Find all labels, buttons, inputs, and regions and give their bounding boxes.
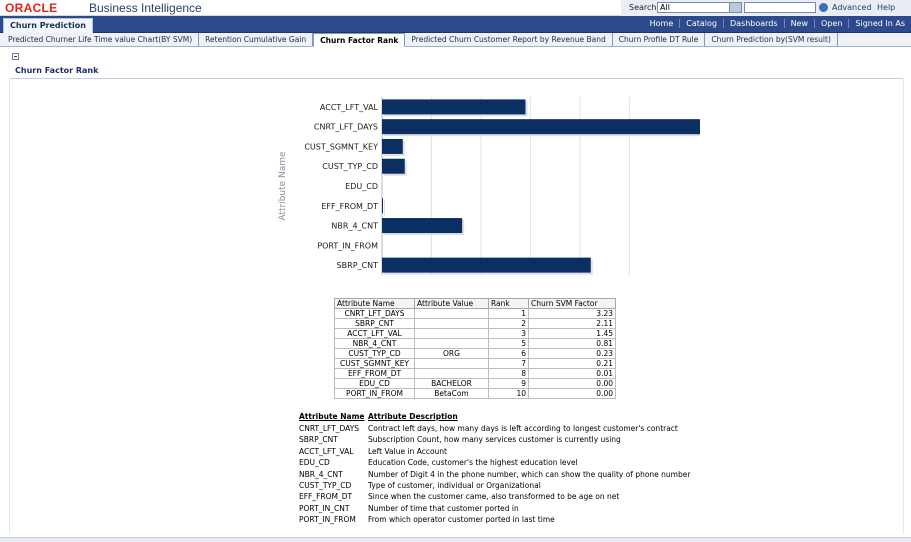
- brand-bar: [0, 0, 911, 16]
- description-attr: ACCT_LFT_VAL: [299, 446, 354, 456]
- category-label: NBR_4_CNT: [331, 221, 378, 231]
- description-row: [299, 503, 690, 514]
- cell-attribute-name: PORT_IN_FROM: [335, 389, 415, 399]
- bar-nbr-4-cnt[interactable]: [382, 218, 462, 233]
- dashboard-bar: [0, 16, 911, 33]
- description-attr: NBR_4_CNT: [299, 469, 343, 479]
- cell-attribute-name: CNRT_LFT_DAYS: [335, 309, 415, 319]
- help-menu[interactable]: Help: [877, 3, 896, 12]
- attribute-description-list: [299, 412, 690, 526]
- description-attr: SBRP_CNT: [299, 435, 338, 445]
- category-label: CUST_SGMNT_KEY: [304, 142, 378, 152]
- frame-border-left: [9, 79, 10, 534]
- category-label: ACCT_LFT_VAL: [319, 102, 378, 112]
- cell-attribute-value: [415, 319, 489, 329]
- cell-factor: 0.00: [529, 389, 616, 399]
- category-label: CUST_TYP_CD: [322, 162, 378, 172]
- description-row: [299, 423, 690, 434]
- description-row: [299, 514, 690, 525]
- cell-attribute-name: ACCT_LFT_VAL: [335, 329, 415, 339]
- cell-factor: 3.23: [529, 309, 616, 319]
- description-header: [299, 412, 690, 423]
- category-label: CNRT_LFT_DAYS: [313, 122, 378, 132]
- table-row: [335, 369, 616, 379]
- category-label: SBRP_CNT: [336, 261, 378, 271]
- table-row: [335, 349, 616, 359]
- col-churn-svm-factor[interactable]: Churn SVM Factor: [529, 299, 616, 309]
- cell-attribute-name: EDU_CD: [335, 379, 415, 389]
- cell-attribute-value: [415, 329, 489, 339]
- category-label: EFF_FROM_DT: [321, 201, 378, 211]
- cell-rank: 1: [489, 309, 529, 319]
- status-strip: [0, 537, 911, 542]
- description-text: Number of time that customer ported in: [368, 503, 519, 513]
- tab-lifetime-value[interactable]: Predicted Churner Life Time value Chart(BY SVM): [2, 33, 199, 46]
- collapse-section-icon[interactable]: [12, 53, 19, 60]
- cell-attribute-value: [415, 369, 489, 379]
- cell-factor: 0.81: [529, 339, 616, 349]
- oracle-logo: ORACLE: [5, 1, 58, 15]
- description-row: [299, 446, 690, 457]
- cell-attribute-value: ORG: [415, 349, 489, 359]
- search-label: Search: [629, 3, 657, 12]
- churn-factor-table: [334, 298, 616, 399]
- description-attr: EFF_FROM_DT: [299, 492, 353, 502]
- col-rank[interactable]: Rank: [489, 299, 529, 309]
- col-attribute-value[interactable]: Attribute Value: [415, 299, 489, 309]
- description-text: Left Value in Account: [368, 446, 447, 456]
- bar-cnrt-lft-days[interactable]: [382, 119, 700, 134]
- search-scope-select[interactable]: [657, 2, 742, 13]
- description-header-name: Attribute Name: [299, 412, 365, 421]
- cell-rank: 2: [489, 319, 529, 329]
- cell-attribute-value: BetaCom: [415, 389, 489, 399]
- section-divider: [10, 78, 903, 79]
- bar-eff-from-dt[interactable]: [382, 198, 383, 213]
- cell-factor: 0.21: [529, 359, 616, 369]
- cell-rank: 8: [489, 369, 529, 379]
- description-row: [299, 457, 690, 468]
- cell-factor: 2.11: [529, 319, 616, 329]
- description-attr: PORT_IN_FROM: [299, 515, 356, 525]
- description-text: Subscription Count, how many services customer is currently using: [368, 435, 621, 445]
- bar-cust-typ-cd[interactable]: [382, 159, 405, 174]
- dashboard-tab[interactable]: Churn Prediction: [3, 18, 93, 33]
- description-text: Number of Digit 4 in the phone number, which can show the quality of phone number: [368, 469, 691, 479]
- description-text: Type of customer, individual or Organizational: [368, 480, 541, 490]
- table-row: [335, 329, 616, 339]
- home-link[interactable]: Home: [649, 19, 674, 28]
- new-menu[interactable]: New: [784, 19, 814, 28]
- global-header: [621, 0, 911, 16]
- tab-churn-prediction-svm[interactable]: Churn Prediction by(SVM result): [705, 33, 838, 46]
- description-row: [299, 480, 690, 491]
- col-attribute-name[interactable]: Attribute Name: [335, 299, 415, 309]
- description-row: [299, 491, 690, 502]
- chart-category-labels: [304, 103, 378, 270]
- description-attr: CUST_TYP_CD: [299, 480, 352, 490]
- chart-bars: [382, 99, 700, 274]
- catalog-link[interactable]: Catalog: [679, 19, 723, 28]
- description-header-desc: Attribute Description: [368, 412, 458, 421]
- tab-churn-profile-dt[interactable]: Churn Profile DT Rule: [613, 33, 706, 46]
- table-row: [335, 309, 616, 319]
- open-menu[interactable]: Open: [814, 19, 848, 28]
- tab-churn-factor-rank[interactable]: Churn Factor Rank: [313, 33, 405, 47]
- description-text: Education Code, customer's the highest education level: [368, 458, 578, 468]
- cell-factor: 0.00: [529, 379, 616, 389]
- tab-retention-gain[interactable]: Retention Cumulative Gain: [199, 33, 313, 46]
- y-axis-title: Attribute Name: [278, 151, 288, 221]
- description-text: Since when the customer came, also transformed to be age on net: [368, 492, 620, 502]
- description-attr: CNRT_LFT_DAYS: [299, 424, 360, 433]
- cell-rank: 6: [489, 349, 529, 359]
- frame-border-right: [903, 79, 904, 534]
- category-label: EDU_CD: [345, 182, 378, 191]
- table-row: [335, 379, 616, 389]
- cell-attribute-name: CUST_SGMNT_KEY: [335, 359, 415, 369]
- search-input[interactable]: [744, 2, 816, 13]
- dashboards-menu[interactable]: Dashboards: [723, 19, 784, 28]
- cell-factor: 1.45: [529, 329, 616, 339]
- description-attr: PORT_IN_CNT: [299, 503, 350, 513]
- cell-rank: 5: [489, 339, 529, 349]
- cell-attribute-value: [415, 309, 489, 319]
- table-header-row: [335, 299, 616, 309]
- table-row: [335, 339, 616, 349]
- description-text: From which operator customer ported in last time: [368, 515, 555, 525]
- tab-churn-by-revenue[interactable]: Predicted Churn Customer Report by Revenue Band: [405, 33, 612, 46]
- description-row: [299, 434, 690, 445]
- cell-rank: 10: [489, 389, 529, 399]
- cell-attribute-name: EFF_FROM_DT: [335, 369, 415, 379]
- chevron-down-icon[interactable]: [729, 3, 741, 12]
- bar-acct-lft-val[interactable]: [382, 99, 525, 114]
- cell-attribute-value: BACHELOR: [415, 379, 489, 389]
- description-attr: EDU_CD: [299, 458, 330, 468]
- bar-shadow: [384, 200, 385, 215]
- search-go-icon[interactable]: [819, 3, 828, 12]
- bar-sbrp-cnt[interactable]: [382, 258, 591, 273]
- description-row: [299, 469, 690, 480]
- cell-attribute-name: NBR_4_CNT: [335, 339, 415, 349]
- cell-factor: 0.23: [529, 349, 616, 359]
- signed-in-menu[interactable]: Signed In As: [848, 19, 911, 28]
- churn-factor-bar-chart: [270, 92, 700, 280]
- cell-rank: 7: [489, 359, 529, 369]
- cell-attribute-name: SBRP_CNT: [335, 319, 415, 329]
- bar-cust-sgmnt-key[interactable]: [382, 139, 403, 154]
- dashboard-menu: [644, 19, 911, 28]
- page-tab-strip: [0, 33, 911, 47]
- cell-rank: 3: [489, 329, 529, 339]
- cell-attribute-value: [415, 339, 489, 349]
- product-name: Business Intelligence: [89, 1, 202, 15]
- category-label: PORT_IN_FROM: [317, 241, 378, 251]
- search-scope-value: All: [660, 3, 670, 12]
- cell-rank: 9: [489, 379, 529, 389]
- description-text: Contract left days, how many days is left according to longest customer's contract: [368, 424, 678, 433]
- section-title: Churn Factor Rank: [15, 66, 99, 75]
- table-row: [335, 389, 616, 399]
- cell-attribute-value: [415, 359, 489, 369]
- advanced-search-link[interactable]: Advanced: [832, 3, 872, 12]
- table-row: [335, 319, 616, 329]
- cell-factor: 0.01: [529, 369, 616, 379]
- table-row: [335, 359, 616, 369]
- cell-attribute-name: CUST_TYP_CD: [335, 349, 415, 359]
